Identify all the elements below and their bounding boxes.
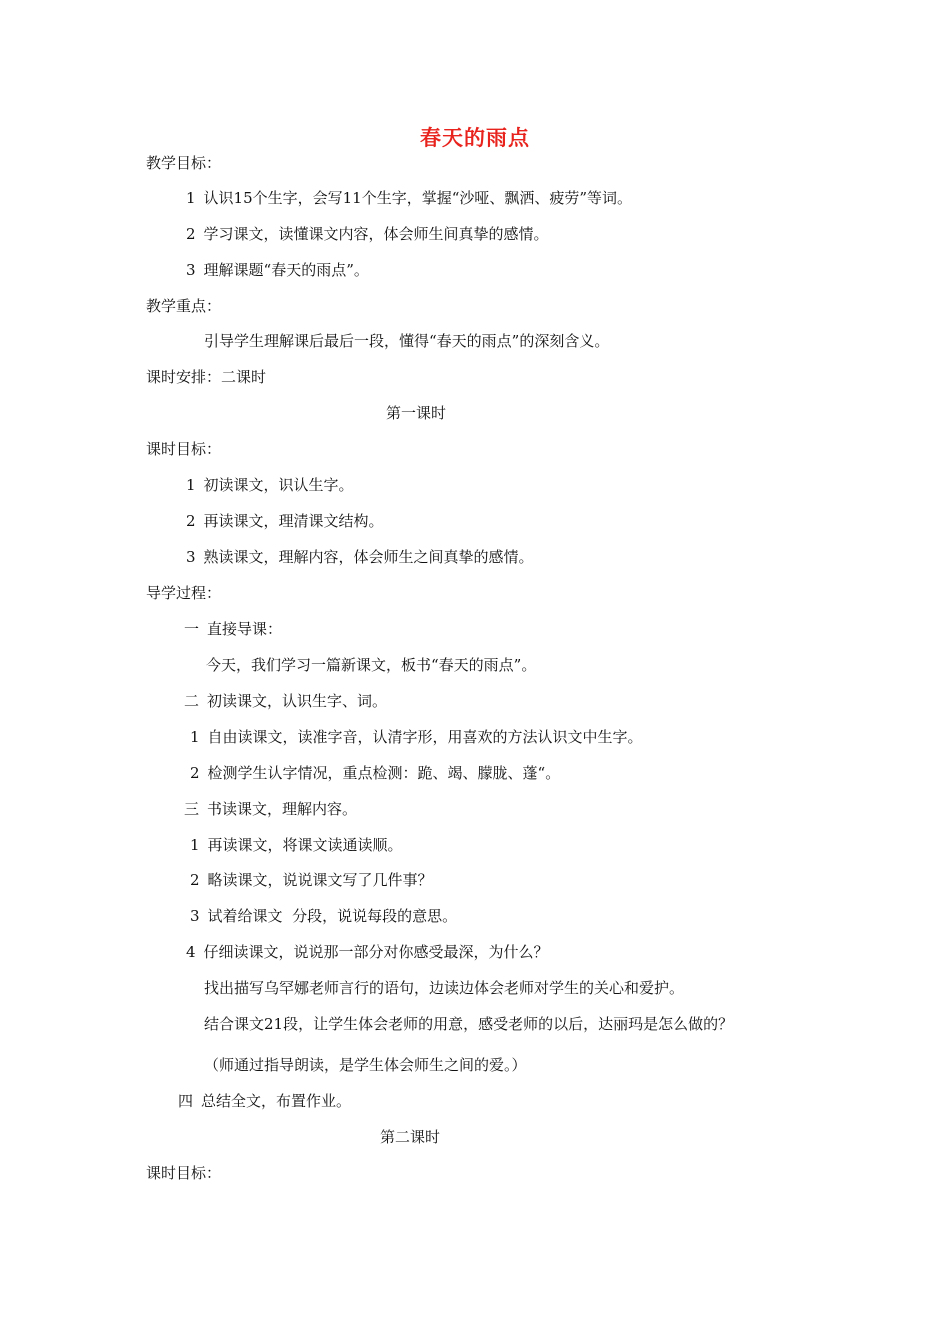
item-number: 4 <box>186 943 196 961</box>
item-text: 略读课文，说说课文写了几件事？ <box>207 871 433 889</box>
item-number: 2 <box>190 764 200 782</box>
teaching-focus-heading: 教学重点： <box>146 297 222 315</box>
teaching-focus-text: 引导学生理解课后最后一段，懂得“春天的雨点”的深刻含义。 <box>204 332 610 350</box>
goal-number: 1 <box>186 476 196 494</box>
lesson1-goal-3 <box>186 547 534 567</box>
item-number: 3 <box>190 907 200 925</box>
process-step-2-item-2 <box>190 763 560 783</box>
document-title: 春天的雨点 <box>420 125 530 150</box>
teaching-goal-3 <box>186 260 369 280</box>
process-step-3-note-2: 结合课文21段，让学生体会老师的用意，感受老师的以后，达丽玛是怎么做的？ <box>204 1015 734 1033</box>
lesson1-heading: 第一课时 <box>386 404 447 422</box>
item-number: 1 <box>190 836 200 854</box>
teaching-goals-heading: 教学目标： <box>146 154 222 172</box>
item-number: 1 <box>190 728 200 746</box>
item-text: 检测学生认字情况，重点检测：跪、竭、朦胧、蓬“。 <box>207 764 561 782</box>
step-text: 初读课文，认识生字、词。 <box>207 692 388 710</box>
process-step-1-detail: 今天，我们学习一篇新课文，板书“春天的雨点”。 <box>206 656 537 674</box>
goal-number: 2 <box>186 225 196 243</box>
step-text: 总结全文，布置作业。 <box>201 1092 352 1110</box>
process-step-3-item-4 <box>186 942 549 962</box>
item-text: 试着给课文 分段，说说每段的意思。 <box>207 907 458 925</box>
process-heading: 导学过程： <box>146 584 222 602</box>
item-text: 再读课文，将课文读通读顺。 <box>207 836 403 854</box>
goal-number: 2 <box>186 512 196 530</box>
goal-text: 初读课文，识认生字。 <box>203 476 354 494</box>
process-step-3-item-3 <box>190 906 457 926</box>
goal-text: 认识15个生字，会写11个生字，掌握“沙哑、飘洒、疲劳”等词。 <box>203 189 633 207</box>
lesson-schedule: 课时安排：二课时 <box>146 368 267 386</box>
step-number: 二 <box>184 692 200 710</box>
goal-number: 3 <box>186 261 196 279</box>
goal-number: 3 <box>186 548 196 566</box>
process-step-2 <box>184 691 387 711</box>
process-step-3-item-2 <box>190 870 433 890</box>
process-step-2-item-1 <box>190 727 643 747</box>
goal-number: 1 <box>186 189 196 207</box>
process-step-3-note-1: 找出描写乌罕娜老师言行的语句，边读边体会老师对学生的关心和爱护。 <box>204 979 685 997</box>
step-text: 书读课文，理解内容。 <box>207 800 358 818</box>
teaching-goal-2 <box>186 224 549 244</box>
lesson1-goals-heading: 课时目标： <box>146 440 222 458</box>
teaching-goal-1 <box>186 188 632 208</box>
goal-text: 理解课题“春天的雨点”。 <box>203 261 369 279</box>
process-step-4 <box>178 1091 351 1111</box>
lesson2-goals-heading: 课时目标： <box>146 1164 222 1182</box>
step-number: 一 <box>184 620 200 638</box>
process-step-3-note-3: （师通过指导朗读，是学生体会师生之间的爱。） <box>204 1056 527 1074</box>
item-text: 仔细读课文，说说那一部分对你感受最深，为什么？ <box>203 943 549 961</box>
item-number: 2 <box>190 871 200 889</box>
item-text: 自由读课文，读准字音，认清字形，用喜欢的方法认识文中生字。 <box>207 728 643 746</box>
step-number: 四 <box>178 1092 194 1110</box>
goal-text: 再读课文，理清课文结构。 <box>203 512 384 530</box>
goal-text: 学习课文，读懂课文内容，体会师生间真挚的感情。 <box>203 225 549 243</box>
process-step-1 <box>184 619 282 639</box>
lesson2-heading: 第二课时 <box>380 1128 441 1146</box>
goal-text: 熟读课文，理解内容，体会师生之间真挚的感情。 <box>203 548 534 566</box>
step-text: 直接导课： <box>207 620 283 638</box>
process-step-3 <box>184 799 357 819</box>
step-number: 三 <box>184 800 200 818</box>
lesson1-goal-2 <box>186 511 384 531</box>
lesson1-goal-1 <box>186 475 354 495</box>
process-step-3-item-1 <box>190 835 403 855</box>
